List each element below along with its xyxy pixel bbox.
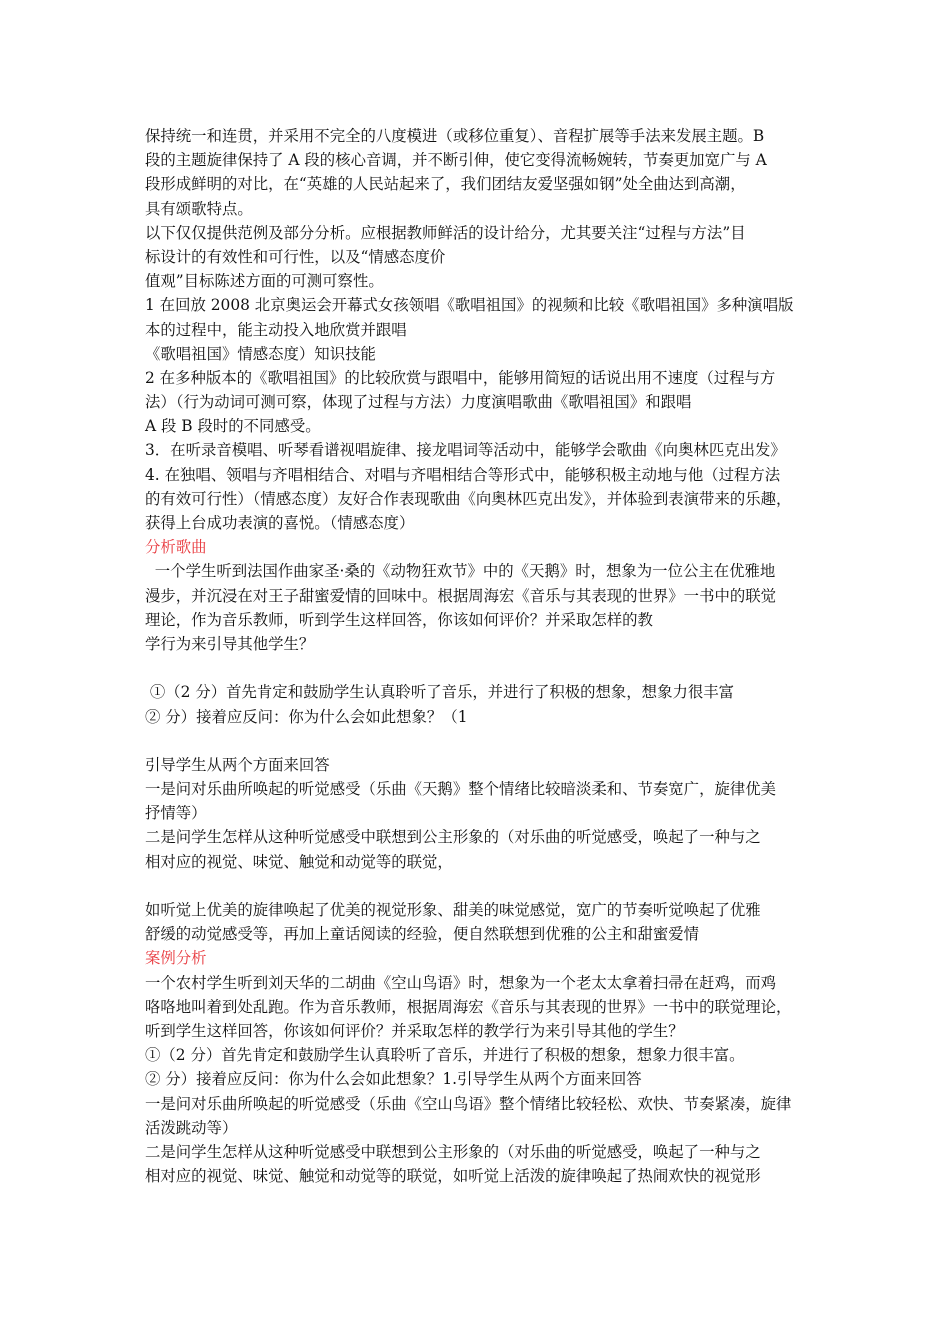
text-line: ①（2 分）首先肯定和鼓励学生认真聆听了音乐，并进行了积极的想象，想象力很丰富。: [145, 1046, 745, 1065]
text-line: 一是问对乐曲所唤起的听觉感受（乐曲《空山鸟语》整个情绪比较轻松、欢快、节奏紧凑，旋律: [145, 1094, 792, 1113]
text-line: 学行为来引导其他学生？: [145, 634, 315, 653]
text-line: 段的主题旋律保持了 A 段的核心音调，并不断引伸，使它变得流畅婉转，节奏更加宽广与 A: [145, 151, 767, 170]
text-line: 值观”目标陈述方面的可测可察性。: [145, 272, 384, 291]
text-line: 舒缓的动觉感受等，再加上童话阅读的经验，便自然联想到优雅的公主和甜蜜爱情: [145, 925, 700, 944]
text-line: 保持统一和连贯，并采用不完全的八度模进（或移位重复）、音程扩展等手法来发展主题。B: [145, 127, 765, 145]
text-line: ①（2 分）首先肯定和鼓励学生认真聆听了音乐，并进行了积极的想象，想象力很丰富: [145, 683, 735, 702]
text-line: 《歌唱祖国》情感态度）知识技能: [145, 344, 376, 363]
text-line: 标设计的有效性和可行性，以及“情感态度价: [145, 247, 446, 266]
text-line: 法）（行为动词可测可察，体现了过程与方法）力度演唱歌曲《歌唱祖国》和跟唱: [145, 393, 692, 412]
song-analysis-block: [145, 559, 813, 946]
intro-block: [145, 124, 813, 535]
text-line: 相对应的视觉、味觉、触觉和动觉等的联觉，如听觉上活泼的旋律唤起了热闹欢快的视觉形: [145, 1167, 761, 1186]
text-line: 引导学生从两个方面来回答: [145, 755, 330, 774]
text-line: 具有颂歌特点。: [145, 199, 253, 218]
heading-analysis-song: 分析歌曲: [145, 538, 207, 557]
text-line: A 段 B 段时的不同感受。: [145, 417, 321, 436]
text-line: 1 在回放 2008 北京奥运会开幕式女孩领唱《歌唱祖国》的视频和比较《歌唱祖国》多种演唱版: [145, 296, 794, 315]
text-line: 的有效可行性）（情感态度）友好合作表现歌曲《向奥林匹克出发》，并体验到表演带来的乐趣，: [145, 489, 792, 508]
text-line: 一个农村学生听到刘天华的二胡曲《空山鸟语》时，想象为一个老太太拿着扫帚在赶鸡，而鸡: [145, 973, 777, 992]
text-line: 以下仅仅提供范例及部分分析。应根据教师鲜活的设计给分，尤其要关注“过程与方法”目: [145, 223, 746, 242]
text-line: 一个学生听到法国作曲家圣·桑的《动物狂欢节》中的《天鹅》时，想象为一位公主在优雅地: [145, 562, 776, 581]
text-line: 二是问学生怎样从这种听觉感受中联想到公主形象的（对乐曲的听觉感受，唤起了一种与之: [145, 828, 761, 847]
text-line: ② 分）接着应反问：你为什么会如此想象？1.引导学生从两个方面来回答: [145, 1070, 642, 1089]
text-line: 咯咯地叫着到处乱跑。作为音乐教师，根据周海宏《音乐与其表现的世界》一书中的联觉理论，: [145, 997, 792, 1016]
text-line: [145, 874, 813, 898]
text-line: ② 分）接着应反问：你为什么会如此想象？（1: [145, 707, 468, 726]
text-line: 听到学生这样回答，你该如何评价？并采取怎样的教学行为来引导其他的学生？: [145, 1021, 684, 1040]
text-line: [145, 656, 813, 680]
text-line: 漫步，并沉浸在对王子甜蜜爱情的回味中。根据周海宏《音乐与其表现的世界》一书中的联觉: [145, 586, 777, 605]
text-line: [145, 729, 813, 753]
text-line: 一是问对乐曲所唤起的听觉感受（乐曲《天鹅》整个情绪比较暗淡柔和、节奏宽广，旋律优美: [145, 780, 777, 799]
text-line: 3．在听录音模唱、听琴看谱视唱旋律、接龙唱词等活动中，能够学会歌曲《向奥林匹克出发》: [145, 441, 786, 460]
text-line: 如听觉上优美的旋律唤起了优美的视觉形象、甜美的味觉感觉，宽广的节奏听觉唤起了优雅: [145, 901, 761, 919]
text-line: 二是问学生怎样从这种听觉感受中联想到公主形象的（对乐曲的听觉感受，唤起了一种与之: [145, 1142, 761, 1161]
document-page: [145, 124, 813, 1188]
text-line: 本的过程中，能主动投入地欣赏并跟唱: [145, 320, 407, 339]
case-analysis-block: [145, 971, 813, 1189]
text-line: 获得上台成功表演的喜悦。（情感态度）: [145, 514, 415, 532]
text-line: 2 在多种版本的《歌唱祖国》的比较欣赏与跟唱中，能够用简短的话说出用不速度（过程与方: [145, 368, 776, 387]
text-line: 段形成鲜明的对比，在“英雄的人民站起来了，我们团结友爱坚强如钢”处全曲达到高潮，: [145, 175, 746, 194]
heading-case-analysis: 案例分析: [145, 949, 207, 968]
text-line: 抒情等）: [145, 804, 207, 823]
text-line: 活泼跳动等）: [145, 1118, 238, 1137]
text-line: 4. 在独唱、领唱与齐唱相结合、对唱与齐唱相结合等形式中，能够积极主动地与他（过程方法: [145, 465, 781, 484]
text-line: 相对应的视觉、味觉、触觉和动觉等的联觉，: [145, 852, 453, 871]
text-line: 理论，作为音乐教师，听到学生这样回答，你该如何评价？并采取怎样的教: [145, 610, 653, 629]
